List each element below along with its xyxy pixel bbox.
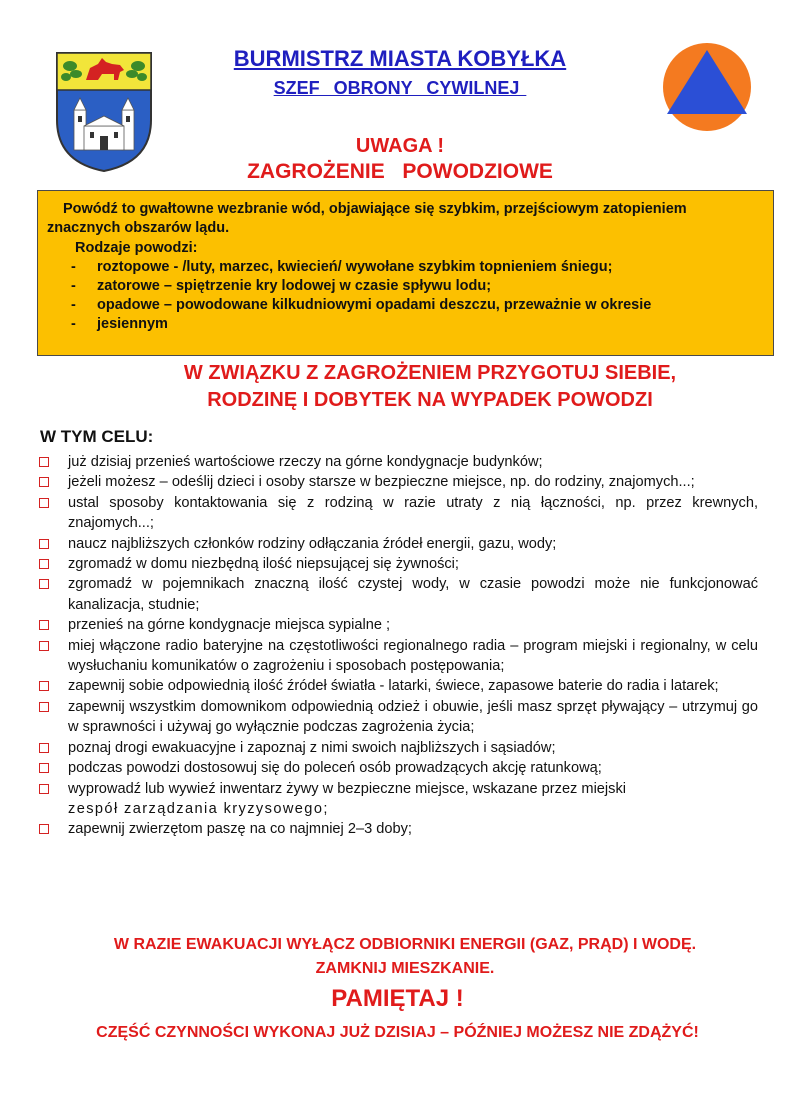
step-item: zapewnij zwierzętom paszę na co najmniej 2–3 doby; <box>38 819 758 839</box>
step-item: jeżeli możesz – odeślij dzieci i osoby starsze w bezpieczne miejsce, np. do rodziny, znajomych...; <box>38 472 758 492</box>
alert-uwaga: UWAGA ! <box>355 135 445 157</box>
flood-types-list <box>47 258 759 334</box>
checkbox-bullet-icon <box>39 457 49 467</box>
checkbox-bullet-icon <box>39 702 49 712</box>
step-item: podczas powodzi dostosowuj się do poleceń osób prowadzących akcję ratunkową; <box>38 758 758 778</box>
steps-heading: W TYM CELU: <box>40 427 154 446</box>
flood-type-item: - zatorowe – spiętrzenie kry lodowej w czasie spływu lodu; <box>71 278 492 294</box>
flood-type-item: - roztopowe - /luty, marzec, kwiecień/ wywołane szybkim topnieniem śniegu; <box>71 259 613 275</box>
step-item: przenieś na górne kondygnacje miejsca sypialne ; <box>38 615 758 635</box>
step-item: poznaj drogi ewakuacyjne i zapoznaj z nimi swoich najbliższych i sąsiadów; <box>38 738 758 758</box>
remember-heading: PAMIĘTAJ ! <box>331 985 464 1012</box>
checkbox-bullet-icon <box>39 620 49 630</box>
checkbox-bullet-icon <box>39 579 49 589</box>
step-item: zapewnij wszystkim domownikom odpowiednią odzież i obuwie, jeśli masz sprzęt pływający – utrzymuj go w sprawności i używaj go wyłącznie podczas zagrożenia życia; <box>38 697 758 738</box>
alert-title: ZAGROŻENIE POWODZIOWE <box>247 160 553 183</box>
checkbox-bullet-icon <box>39 763 49 773</box>
checkbox-bullet-icon <box>39 539 49 549</box>
checkbox-bullet-icon <box>39 641 49 651</box>
flood-type-item: - opadowe – powodowane kilkudniowymi opadami deszczu, przeważnie w okresie <box>71 297 652 313</box>
evacuation-line: W RAZIE EWAKUACJI WYŁĄCZ ODBIORNIKI ENERGII (GAZ, PRĄD) I WODĘ. <box>113 936 697 953</box>
evacuation-notice <box>30 933 780 981</box>
flood-types-heading: Rodzaje powodzi: <box>75 240 198 256</box>
flood-definition: Powódź to gwałtowne wezbranie wód, objawiające się szybkim, przejściowym zatopieniem znacznych obszarów lądu. <box>47 201 687 236</box>
civil-defence-icon <box>662 42 752 132</box>
step-item: zgromadź w pojemnikach znaczną ilość czystej wody, w czasie powodzi może nie funkcjonować kanalizacja, studnie; <box>38 574 758 615</box>
call-to-action-line: W ZWIĄZKU Z ZAGROŻENIEM PRZYGOTUJ SIEBIE, <box>183 362 677 384</box>
checkbox-bullet-icon <box>39 477 49 487</box>
checkbox-bullet-icon <box>39 498 49 508</box>
checkbox-bullet-icon <box>39 784 49 794</box>
checkbox-bullet-icon <box>39 743 49 753</box>
header-title: BURMISTRZ MIASTA KOBYŁKA <box>233 46 567 71</box>
checkbox-bullet-icon <box>39 681 49 691</box>
step-item: zgromadź w domu niezbędną ilość niepsującej się żywności; <box>38 554 758 574</box>
step-item: wyprowadź lub wywieź inwentarz żywy w bezpieczne miejsce, wskazane przez miejski zespół zarządzania kryzysowego; <box>38 779 758 820</box>
checkbox-bullet-icon <box>39 824 49 834</box>
flood-info-box <box>37 190 774 356</box>
step-item: naucz najbliższych członków rodziny odłączania źródeł energii, gazu, wody; <box>38 534 758 554</box>
call-to-action <box>60 360 795 414</box>
evacuation-line: ZAMKNIJ MIESZKANIE. <box>315 960 495 977</box>
step-item: miej włączone radio bateryjne na częstotliwości regionalnego radia – program miejski i regionalny, w celu wysłuchaniu komunikatów o zagrożeniu i sposobach postępowania; <box>38 636 758 677</box>
step-item: już dzisiaj przenieś wartościowe rzeczy na górne kondygnacje budynków; <box>38 452 758 472</box>
step-item-continuation: zespół zarządzania kryzysowego; <box>68 800 329 817</box>
steps-list <box>38 452 758 840</box>
call-to-action-line: RODZINĘ I DOBYTEK NA WYPADEK POWODZI <box>207 389 653 411</box>
coat-of-arms-icon <box>54 50 154 174</box>
header-subtitle: SZEF OBRONY CYWILNEJ <box>273 78 527 98</box>
flood-type-item: - jesiennym <box>71 316 168 332</box>
step-item: zapewnij sobie odpowiednią ilość źródeł światła - latarki, świece, zapasowe baterie do radia i latarek; <box>38 676 758 696</box>
step-item: ustal sposoby kontaktowania się z rodziną w razie utraty z nią łączności, np. przez krewnych, znajomych...; <box>38 493 758 534</box>
checkbox-bullet-icon <box>39 559 49 569</box>
final-warning: CZĘŚĆ CZYNNOŚCI WYKONAJ JUŻ DZISIAJ – PÓŹNIEJ MOŻESZ NIE ZDĄŻYĆ! <box>96 1024 699 1041</box>
